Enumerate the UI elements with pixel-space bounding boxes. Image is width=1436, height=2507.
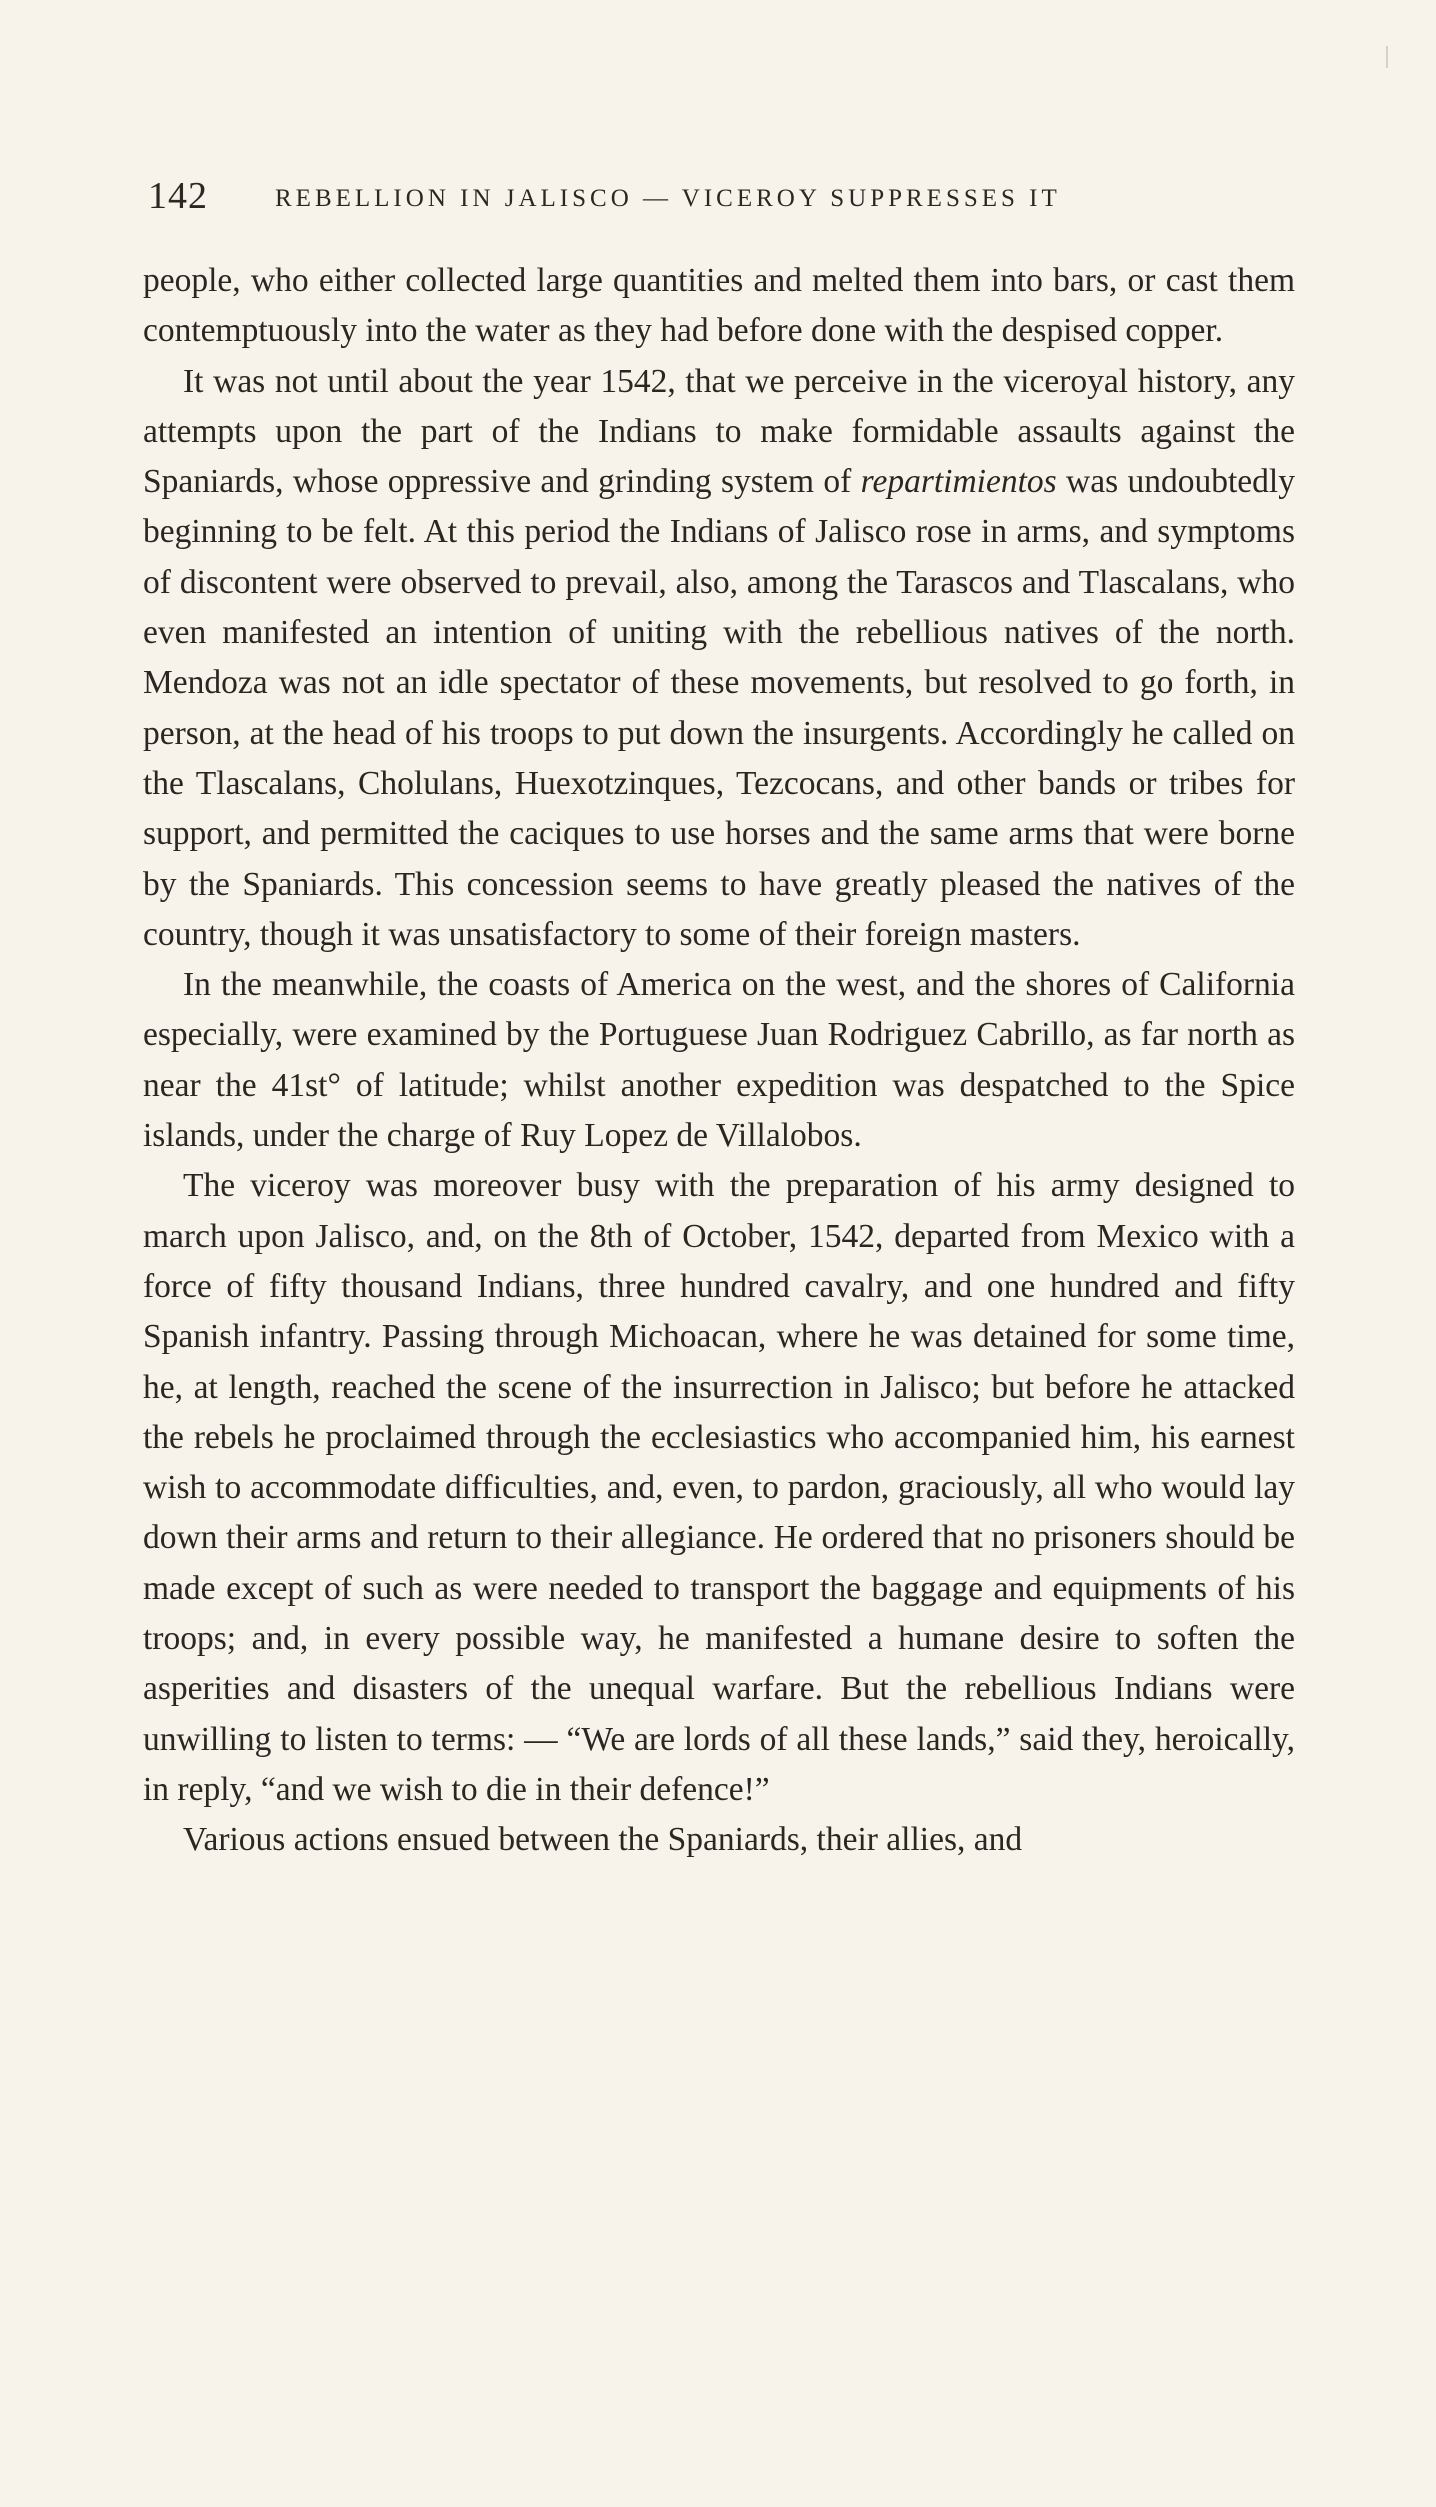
page-number: 142 bbox=[148, 175, 208, 217]
paragraph-3: In the meanwhile, the coasts of America on the west, and the shores of California especially, were examined by the Portuguese Juan Rodriguez Cabrillo, as far north as near the 41st° of latitude; whilst another expedition was despatched to the Spice islands, under the charge of Ruy Lopez de Villalobos. bbox=[143, 966, 1295, 1155]
body-text bbox=[143, 256, 1295, 1866]
scan-mark bbox=[1386, 46, 1388, 68]
paragraph-2-part-1: It was not until about the year 1542, that we perceive in the viceroyal history, any attempts upon the part of the Indians to make formidable assaults against the Spaniards, whose oppressive and grinding system of bbox=[143, 362, 1295, 501]
paragraph-2 bbox=[143, 357, 1295, 961]
paragraph-5: Various actions ensued between the Spaniards, their allies, and bbox=[183, 1821, 1023, 1859]
running-title: REBELLION IN JALISCO — VICEROY SUPPRESSES IT bbox=[275, 185, 1061, 212]
paragraph-4: The viceroy was moreover busy with the preparation of his army designed to march upon Jalisco, and, on the 8th of October, 1542, departed from Mexico with a force of fifty thousand Indians, three hundred cavalry, and one hundred and fifty Spanish infantry. Passing through Michoacan, where he was detained for some time, he, at length, reached the scene of the insurrection in Jalisco; but before he attacked the rebels he proclaimed through the ecclesiastics who accompanied him, his earnest wish to accommodate difficulties, and, even, to pardon, graciously, all who would lay down their arms and return to their allegiance. He ordered that no prisoners should be made except of such as were needed to transport the baggage and equipments of his troops; and, in every possible way, he manifested a humane desire to soften the asperities and disasters of the unequal warfare. But the rebellious Indians were unwilling to listen to terms: — “We are lords of all these lands,” said they, heroically, in reply, “and we wish to die in their defence!” bbox=[143, 1167, 1295, 1808]
paragraph-1: people, who either collected large quantities and melted them into bars, or cast them contemptuously into the water as they had before done with the despised copper. bbox=[143, 262, 1295, 350]
italic-term-repartimientos: repartimientos bbox=[860, 463, 1057, 501]
page-header bbox=[148, 174, 1298, 230]
paragraph-2-part-2: was undoubtedly beginning to be felt. At this period the Indians of Jalisco rose in arms, and symptoms of discontent were observed to prevail, also, among the Tarascos and Tlascalans, who even manifested an intention of uniting with the rebellious natives of the north. Mendoza was not an idle spectator of these movements, but resolved to go forth, in person, at the head of his troops to put down the insurgents. Accordingly he called on the Tlascalans, Cholulans, Huexotzinques, Tezcocans, and other bands or tribes for support, and permitted the caciques to use horses and the same arms that were borne by the Spaniards. This concession seems to have greatly pleased the natives of the country, though it was unsatisfactory to some of their foreign masters. bbox=[143, 463, 1295, 953]
